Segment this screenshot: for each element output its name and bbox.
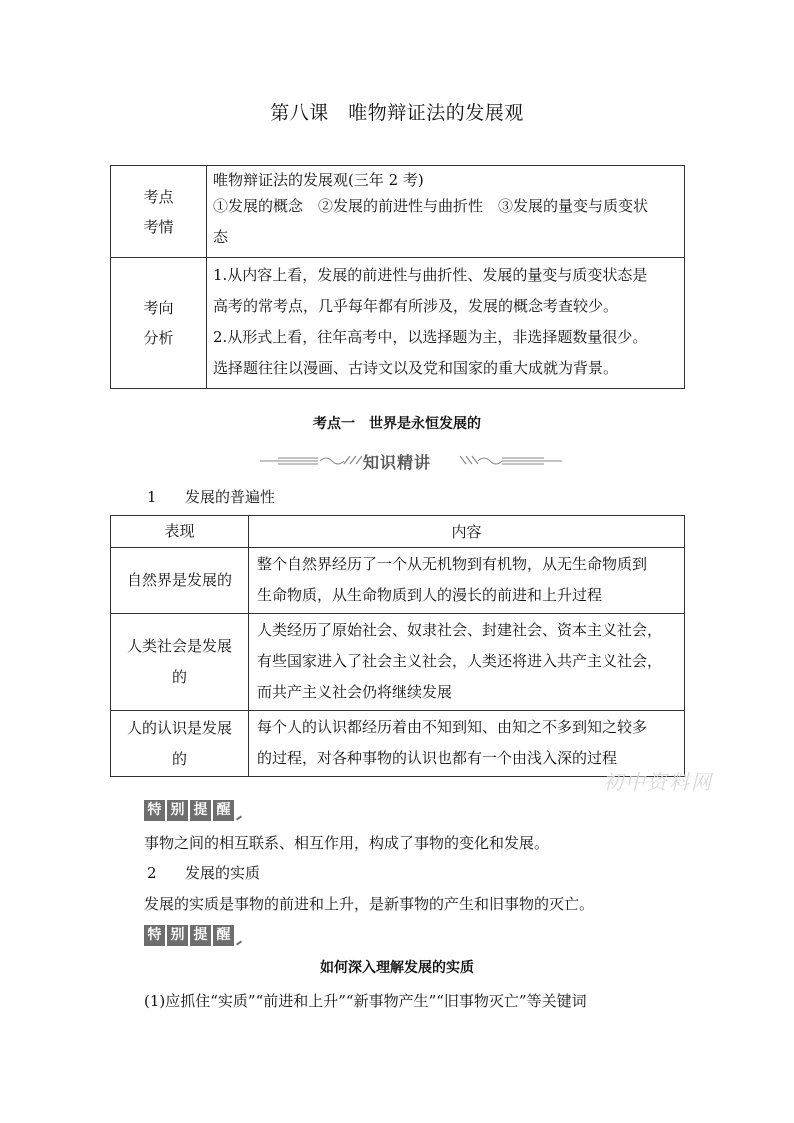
- row-label: [111, 166, 207, 258]
- paragraph: 发展的实质是事物的前进和上升，是新事物的产生和旧事物的灭亡。: [144, 895, 595, 913]
- content-line: 的过程，对各种事物的认识也都有一个由浅入深的过程: [257, 749, 618, 767]
- badge-char: 醒: [213, 800, 234, 821]
- watermark: 初中资料网: [603, 770, 713, 794]
- content-line: 每个人的认识都经历着由不知到知、由知之不多到知之较多: [257, 718, 648, 736]
- content-line: 生命物质，从生命物质到人的漫长的前进和上升过程: [257, 586, 603, 604]
- table-row: [111, 166, 685, 258]
- badge-char: 醒: [213, 925, 234, 946]
- label-line: 分析: [143, 329, 174, 347]
- badge-tail-icon: [236, 925, 242, 946]
- column-header: 表现: [111, 516, 249, 548]
- label-line: 的: [171, 749, 187, 768]
- row-label: [111, 548, 249, 614]
- label-line: 自然界是发展的: [126, 571, 232, 589]
- row-label: [111, 614, 249, 711]
- subheading-text: 发展的实质: [185, 864, 261, 882]
- subsection-title: 如何深入理解发展的实质: [320, 960, 474, 976]
- content-line: 态: [213, 227, 229, 246]
- subheading-text: 发展的普遍性: [185, 488, 276, 506]
- label-line: 人类社会是发展: [126, 637, 232, 655]
- label-line: 考情: [143, 217, 174, 236]
- label-line: 考点: [143, 187, 174, 206]
- content-line: ①发展的概念 ②发展的前进性与曲折性 ③发展的量变与质变状: [213, 196, 649, 215]
- banner-label: 知识精讲: [362, 453, 431, 472]
- special-reminder-badge: [144, 924, 242, 946]
- row-content: [249, 548, 685, 614]
- subheading-number: 1: [147, 488, 157, 506]
- content-line: 唯物辩证法的发展观(三年 2 考): [213, 170, 424, 189]
- subheading: [147, 862, 260, 883]
- special-reminder-badge: [144, 799, 242, 821]
- table-row: [111, 548, 685, 614]
- label-line: 考向: [143, 299, 174, 317]
- development-table: [110, 515, 685, 777]
- label-line: 人的认识是发展: [126, 718, 232, 737]
- badge-char: 别: [167, 800, 188, 821]
- badge-char: 别: [167, 925, 188, 946]
- table-header-row: [111, 516, 685, 548]
- row-label: [111, 711, 249, 777]
- badge-char: 特: [144, 800, 165, 821]
- row-content: [207, 166, 685, 258]
- content-line: 有些国家进入了社会主义社会，人类还将进入共产主义社会，: [257, 652, 663, 670]
- paragraph: (1)应抓住“实质”“前进和上升”“新事物产生”“旧事物灭亡”等关键词: [144, 992, 587, 1010]
- content-line: 人类经历了原始社会、奴隶社会、封建社会、资本主义社会，: [257, 621, 663, 639]
- exam-overview-table: [110, 165, 685, 389]
- subheading-number: 2: [147, 864, 157, 882]
- subheading: [147, 486, 275, 507]
- row-content: [207, 258, 685, 389]
- page-title: 第八课 唯物辩证法的发展观: [270, 102, 524, 124]
- table-row: [111, 258, 685, 389]
- badge-char: 提: [190, 800, 211, 821]
- row-content: [249, 614, 685, 711]
- column-header: 内容: [249, 516, 685, 548]
- table-row: [111, 711, 685, 777]
- badge-char: 特: [144, 925, 165, 946]
- badge-char: 提: [190, 925, 211, 946]
- row-label: [111, 258, 207, 389]
- content-line: 而共产主义社会仍将继续发展: [257, 683, 453, 701]
- content-line: 1.从内容上看，发展的前进性与曲折性、发展的量变与质变状态是: [213, 266, 648, 284]
- label-line: 的: [171, 668, 187, 686]
- content-line: 2.从形式上看，往年高考中，以选择题为主，非选择题数量很少。: [213, 328, 648, 346]
- content-line: 选择题往往以漫画、古诗文以及党和国家的重大成就为背景。: [213, 359, 619, 377]
- section-title: 考点一 世界是永恒发展的: [313, 416, 481, 432]
- content-line: 整个自然界经历了一个从无机物到有机物，从无生命物质到: [257, 555, 648, 573]
- paragraph: 事物之间的相互联系、相互作用，构成了事物的变化和发展。: [144, 834, 550, 852]
- content-line: 高考的常考点，几乎每年都有所涉及，发展的概念考查较少。: [213, 297, 619, 315]
- table-row: [111, 614, 685, 711]
- badge-tail-icon: [236, 800, 242, 821]
